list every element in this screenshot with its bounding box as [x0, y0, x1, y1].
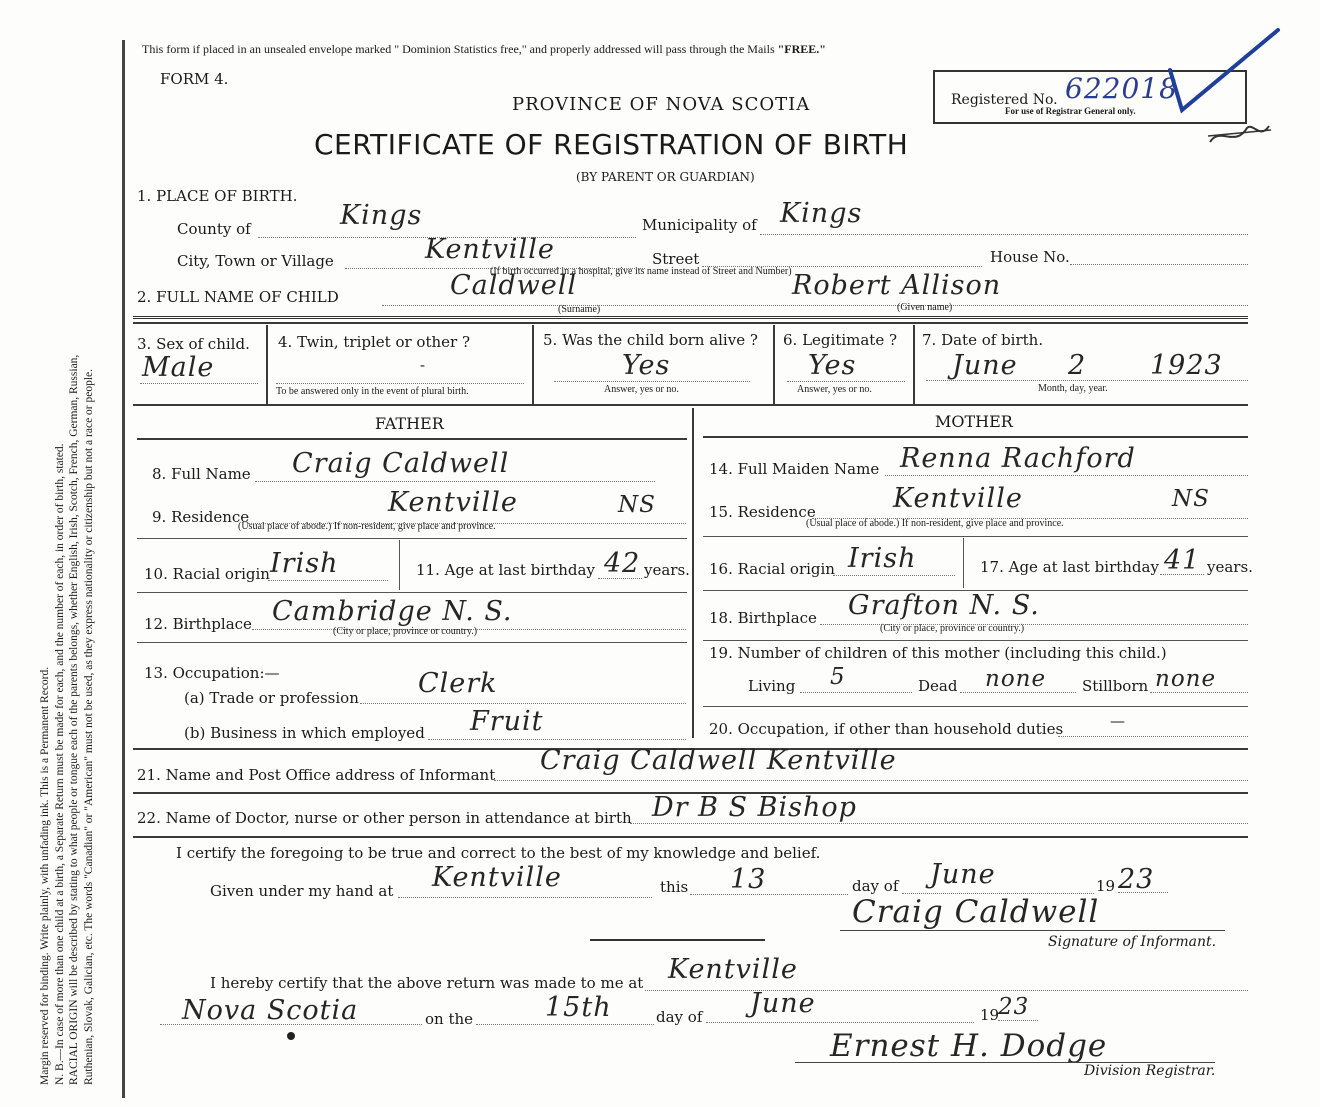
margin-line-1: Margin reserved for binding. Write plainly, with unfading ink. This is a Permanent Record. [39, 666, 51, 1085]
mother-children-label: 19. Number of children of this mother (including this child.) [709, 644, 1167, 662]
mother-age-label: 17. Age at last birthday [980, 558, 1159, 576]
alive-value: Yes [622, 350, 671, 381]
margin-notes [38, 35, 96, 1085]
mother-residence-note: (Usual place of abode.) If non-resident, give place and province. [806, 518, 1064, 529]
registrar-month-value: June [750, 988, 816, 1019]
given-under-label: Given under my hand at [210, 882, 394, 900]
registrar-year-prefix: 19 [980, 1006, 1000, 1024]
dob-month-value: June [952, 350, 1018, 381]
registrar-statement: I hereby certify that the above return was made to me at [210, 974, 644, 992]
dob-note: Month, day, year. [1038, 383, 1108, 394]
father-business-value: Fruit [470, 706, 544, 737]
this-label: this [660, 878, 689, 896]
informant-label: 21. Name and Post Office address of Informant [137, 766, 496, 784]
hospital-note: (If birth occurred in a hospital, give its name instead of Street and Number) [490, 266, 792, 277]
mother-residence-label: 15. Residence [709, 503, 816, 521]
ink-dot [287, 1032, 295, 1040]
mother-age-value: 41 [1164, 545, 1201, 576]
mother-occupation-value: — [1110, 712, 1125, 730]
stillborn-value: none [1155, 666, 1217, 692]
municipality-label: Municipality of [642, 216, 757, 234]
dob-label: 7. Date of birth. [922, 331, 1044, 349]
informant-value: Craig Caldwell Kentville [540, 745, 897, 776]
mother-birthplace-label: 18. Birthplace [709, 609, 817, 627]
registrar-on-label: on the [425, 1010, 474, 1028]
registrar-day-value: 15th [545, 992, 612, 1023]
mail-notice-text: This form if placed in an unsealed envelope marked " Dominion Statistics free," and properly addressed will pass through the Mails [142, 42, 775, 56]
legitimate-label: 6. Legitimate ? [783, 331, 898, 349]
child-name-label: 2. FULL NAME OF CHILD [137, 288, 339, 306]
city-label: City, Town or Village [177, 252, 334, 270]
certify-month-value: June [930, 859, 996, 890]
mother-occupation-label: 20. Occupation, if other than household duties [709, 720, 1064, 738]
form-number: FORM 4. [160, 70, 229, 88]
legitimate-value: Yes [808, 350, 857, 381]
signature-caption: Signature of Informant. [1048, 934, 1217, 950]
father-name-value: Craig Caldwell [292, 448, 510, 479]
place-of-birth-label: 1. PLACE OF BIRTH. [137, 187, 298, 205]
sex-label: 3. Sex of child. [137, 335, 250, 353]
check-mark-icon [1160, 25, 1290, 125]
father-age-value: 42 [604, 548, 641, 579]
certify-dayof-label: day of [852, 877, 899, 895]
registrar-note: For use of Registrar General only. [1005, 106, 1136, 116]
registrar-province-value: Nova Scotia [182, 995, 359, 1026]
mother-name-value: Renna Rachford [900, 443, 1136, 474]
father-age-label: 11. Age at last birthday [416, 561, 595, 579]
margin-line-4: Ruthenian, Slovak, Galician, etc. The words "Canadian" or "American" must not be used, as they express nationality or citizenship but not a race or people. [82, 368, 95, 1085]
father-residence-note: (Usual place of abode.) If non-resident, give place and province. [238, 521, 496, 532]
margin-line-2: N. B.—In case of more than one child at a birth, a Separate Return must be made for each, and the number of each, in order of birth, stated. [53, 443, 66, 1085]
stillborn-label: Stillborn [1082, 677, 1149, 695]
county-value: Kings [340, 200, 423, 231]
mother-age-suffix: years. [1207, 558, 1253, 576]
mother-birthplace-note: (City or place, province or country.) [880, 623, 1025, 634]
father-racial-label: 10. Racial origin [144, 565, 270, 583]
mail-notice [142, 42, 826, 57]
certify-year-value: 23 [1118, 864, 1155, 895]
father-racial-value: Irish [270, 548, 339, 579]
scribble-mark-icon [1205, 118, 1275, 152]
informant-signature: Craig Caldwell [852, 894, 1100, 930]
street-label: Street [652, 250, 700, 268]
living-value: 5 [830, 664, 846, 690]
doctor-value: Dr B S Bishop [652, 792, 857, 823]
legitimate-note: Answer, yes or no. [797, 384, 872, 395]
mother-residence-value: Kentville [893, 483, 1023, 514]
twin-value: - [420, 356, 426, 374]
child-given-value: Robert Allison [792, 270, 1002, 301]
given-name-caption: (Given name) [897, 302, 953, 313]
page-title: CERTIFICATE OF REGISTRATION OF BIRTH [314, 128, 909, 161]
father-birthplace-value: Cambridge N. S. [272, 596, 513, 627]
father-residence-suffix: NS [618, 492, 656, 518]
father-age-suffix: years. [644, 561, 690, 579]
certify-statement: I certify the foregoing to be true and correct to the best of my knowledge and belief. [176, 844, 821, 862]
house-no-label: House No. [990, 248, 1070, 266]
municipality-value: Kings [780, 198, 863, 229]
alive-label: 5. Was the child born alive ? [543, 331, 758, 349]
father-trade-value: Clerk [418, 668, 498, 699]
registrar-signature: Ernest H. Dodge [830, 1028, 1108, 1064]
father-business-label: (b) Business in which employed [184, 724, 425, 742]
dead-label: Dead [918, 677, 958, 695]
father-trade-label: (a) Trade or profession [184, 689, 359, 707]
dob-year-value: 1923 [1150, 350, 1223, 381]
mother-name-label: 14. Full Maiden Name [709, 460, 880, 478]
child-surname-value: Caldwell [450, 270, 578, 301]
registered-number: 622018 [1065, 72, 1178, 105]
mail-free-text: "FREE." [777, 42, 826, 56]
father-residence-value: Kentville [388, 487, 518, 518]
dob-day-value: 2 [1068, 350, 1087, 381]
registrar-year-value: 23 [998, 994, 1030, 1020]
binding-line [122, 40, 125, 1098]
dead-value: none [985, 666, 1047, 692]
province-heading: PROVINCE OF NOVA SCOTIA [512, 94, 811, 115]
mother-residence-suffix: NS [1172, 486, 1210, 512]
certify-day-value: 13 [730, 864, 767, 895]
registrar-place-value: Kentville [668, 954, 798, 985]
registrar-dayof-label: day of [656, 1008, 703, 1026]
doctor-label: 22. Name of Doctor, nurse or other person in attendance at birth [137, 809, 632, 827]
father-occupation-label: 13. Occupation:— [144, 664, 280, 682]
twin-note: To be answered only in the event of plural birth. [276, 386, 469, 397]
given-place-value: Kentville [432, 862, 562, 893]
page-subtitle: (BY PARENT OR GUARDIAN) [576, 170, 755, 184]
twin-label: 4. Twin, triplet or other ? [278, 333, 470, 351]
surname-caption: (Surname) [558, 304, 601, 315]
mother-birthplace-value: Grafton N. S. [848, 590, 1040, 621]
mother-racial-label: 16. Racial origin [709, 560, 835, 578]
mother-racial-value: Irish [848, 543, 917, 574]
father-birthplace-label: 12. Birthplace [144, 615, 252, 633]
father-residence-label: 9. Residence [152, 508, 250, 526]
alive-note: Answer, yes or no. [604, 384, 679, 395]
father-birthplace-note: (City or place, province or country.) [333, 626, 478, 637]
registered-label: Registered No. [951, 92, 1058, 108]
city-value: Kentville [425, 234, 555, 265]
registrar-caption: Division Registrar. [1084, 1063, 1216, 1079]
sex-value: Male [142, 352, 215, 383]
margin-line-3: RACIAL ORIGIN will be described by stating to what people or tongue each of the parents belongs, whether English, Irish, Scotch, French, German, Russian, [68, 354, 80, 1085]
mother-heading: MOTHER [935, 412, 1013, 431]
county-label: County of [177, 220, 251, 238]
certify-year-prefix: 19 [1096, 877, 1116, 895]
living-label: Living [748, 677, 796, 695]
father-heading: FATHER [375, 414, 444, 433]
father-name-label: 8. Full Name [152, 465, 251, 483]
